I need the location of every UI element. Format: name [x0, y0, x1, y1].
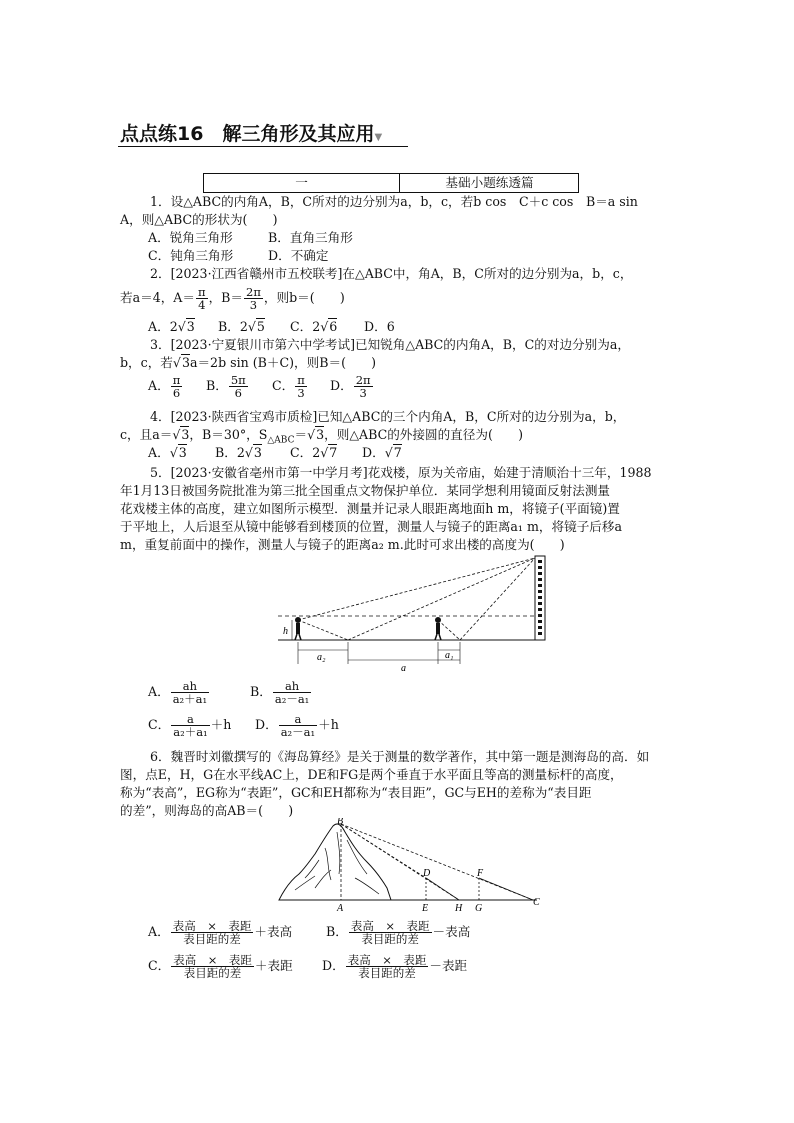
section-col1: 一 — [295, 175, 308, 190]
q6-line2: 图，点E，H，G在水平线AC上，DE和FG是两个垂直于水平面且等高的测量标杆的高度， — [120, 767, 623, 782]
q6-option-b: B． $\frac{\text{表高 × 表距}}{\text{表目距的差}}$ －表高 — [326, 919, 471, 946]
sqrt-icon: √ — [172, 355, 181, 370]
sqrt-icon: √ — [307, 427, 316, 442]
q2-frac-a: $\frac{\pi}{4}$ — [198, 285, 206, 312]
label-C: C — [533, 897, 540, 908]
q6-option-c: C． $\frac{\text{表高 × 表距}}{\text{表目距的差}}$ ＋表距 — [148, 953, 293, 980]
label-h: h — [283, 626, 288, 637]
q3-option-b: B． $\frac{5\pi}{6}$ — [206, 373, 246, 400]
q1-option-c: C．钝角三角形 — [148, 248, 234, 263]
q2-option-d: D．6 — [364, 319, 395, 334]
section-col2: 基础小题练透篇 — [399, 174, 579, 192]
q5-option-d: D． $\frac{a}{\text{a₂－a₁}}$ ＋h — [255, 712, 339, 739]
q4-line2: c，且a＝√3，B＝30°，$S_{\triangle ABC}=√3$，则△ABC的外接圆的直径为( ) — [120, 427, 523, 446]
q5-line3: 花戏楼主体的高度，建立如图所示模型．测量并记录人眼距离地面h m，将镜子(平面镜)置 — [120, 501, 620, 516]
q2-option-a: A．2√3 — [148, 319, 195, 334]
q4-option-c: C．2√7 — [290, 445, 338, 460]
label-A: A — [337, 903, 344, 914]
person-icon — [435, 617, 441, 640]
q3-option-d: D． $\frac{2\pi}{3}$ — [330, 373, 371, 400]
q4-line1: 4．[2023·陕西省宝鸡市质检]已知△ABC的三个内角A，B，C所对的边分别为a，b， — [150, 409, 626, 424]
q5-option-c: C． $\frac{a}{\text{a₂＋a₁}}$ ＋h — [148, 712, 232, 739]
q2-option-c: C．2√6 — [290, 319, 338, 334]
q6-option-a: A． $\frac{\text{表高 × 表距}}{\text{表目距的差}}$ ＋表高 — [148, 919, 293, 946]
q2-frac-b: $\frac{2\pi}{3}$ — [246, 285, 261, 312]
q3-option-a: A． $\frac{\pi}{6}$ — [148, 373, 181, 400]
q3-line2: b，c，若√3a＝2b sin (B＋C)，则B＝( ) — [120, 355, 377, 370]
q5-option-b: B． $\frac{ah}{\text{a₂－a₁}}$ — [250, 679, 310, 706]
label-G: G — [475, 903, 483, 914]
q6-option-d: D． $\frac{\text{表高 × 表距}}{\text{表目距的差}}$ －表距 — [322, 953, 468, 980]
title-triangle-icon: ▼ — [374, 132, 383, 143]
label-H: H — [455, 903, 463, 914]
q4-option-d: D．√7 — [362, 445, 402, 460]
q2-option-b: B．2√5 — [218, 319, 265, 334]
q5-line4: 于平地上，人后退至从镜中能够看到楼顶的位置，测量人与镜子的距离a₁ m，将镜子后移a — [120, 519, 622, 534]
q3-option-c: C． $\frac{\pi}{3}$ — [272, 373, 305, 400]
label-a1: a₁ — [445, 650, 454, 661]
label-F: F — [477, 868, 484, 879]
q1-line2: A，则△ABC的形状为( ) — [120, 212, 278, 227]
q5-line2: 年1月13日被国务院批准为第三批全国重点文物保护单位．某同学想利用镜面反射法测量 — [120, 483, 611, 498]
q6-line1: 6．魏晋时刘徽撰写的《海岛算经》是关于测量的数学著作，其中第一题是测海岛的高．如 — [150, 749, 650, 764]
person-icon — [295, 617, 301, 640]
q4-option-a: A．√3 — [148, 445, 187, 460]
q6-line4: 的差”，则海岛的高AB＝( ) — [120, 803, 294, 818]
island-icon — [279, 824, 391, 900]
q2-line2: 若a＝4，A＝ $\frac{\pi}{4}$ ，B＝ $\frac{2\pi}{3}$ ，则b＝( ) — [120, 285, 345, 312]
label-a2: a₂ — [317, 652, 326, 663]
label-D: D — [423, 868, 431, 879]
label-E: E — [422, 903, 429, 914]
q6-figure — [275, 818, 545, 914]
q5-figure — [270, 554, 560, 674]
q1-option-b: B．直角三角形 — [268, 230, 353, 245]
sqrt-icon: √ — [320, 319, 329, 334]
sqrt-icon: √ — [177, 319, 186, 334]
q3-line1: 3．[2023·宁夏银川市第六中学考试]已知锐角△ABC的内角A，B，C的对边分别为a， — [150, 337, 630, 352]
sqrt-icon: √ — [247, 319, 256, 334]
label-B: B — [337, 818, 344, 827]
q6-line3: 称为“表高”，EG称为“表距”，GC和EH都称为“表目距”，GC与EH的差称为“表目距 — [120, 785, 592, 800]
q5-line5: m，重复前面中的操作，测量人与镜子的距离a₂ m.此时可求出楼的高度为( ) — [120, 537, 565, 552]
label-a: a — [401, 663, 406, 674]
q4-option-b: B．2√3 — [215, 445, 262, 460]
page-title: 点点练16 解三角形及其应用▼ — [120, 123, 383, 145]
q2-line1: 2．[2023·江西省赣州市五校联考]在△ABC中，角A，B，C所对的边分别为a，b，c， — [150, 266, 633, 281]
q5-line1: 5．[2023·安徽省亳州市第一中学月考]花戏楼，原为关帝庙，始建于清顺治十三年，1988 — [150, 465, 652, 480]
sqrt-icon: √ — [172, 427, 181, 442]
q1-option-a: A．锐角三角形 — [148, 230, 233, 245]
q5-option-a: A． $\frac{ah}{\text{a₂＋a₁}}$ — [148, 679, 208, 706]
section-header — [203, 173, 579, 193]
title-underline — [118, 146, 408, 147]
q1-line1: 1．设△ABC的内角A，B，C所对的边分别为a，b，c，若b cos C＋c cos B＝a sin — [150, 194, 638, 209]
q1-option-d: D．不确定 — [268, 248, 329, 263]
